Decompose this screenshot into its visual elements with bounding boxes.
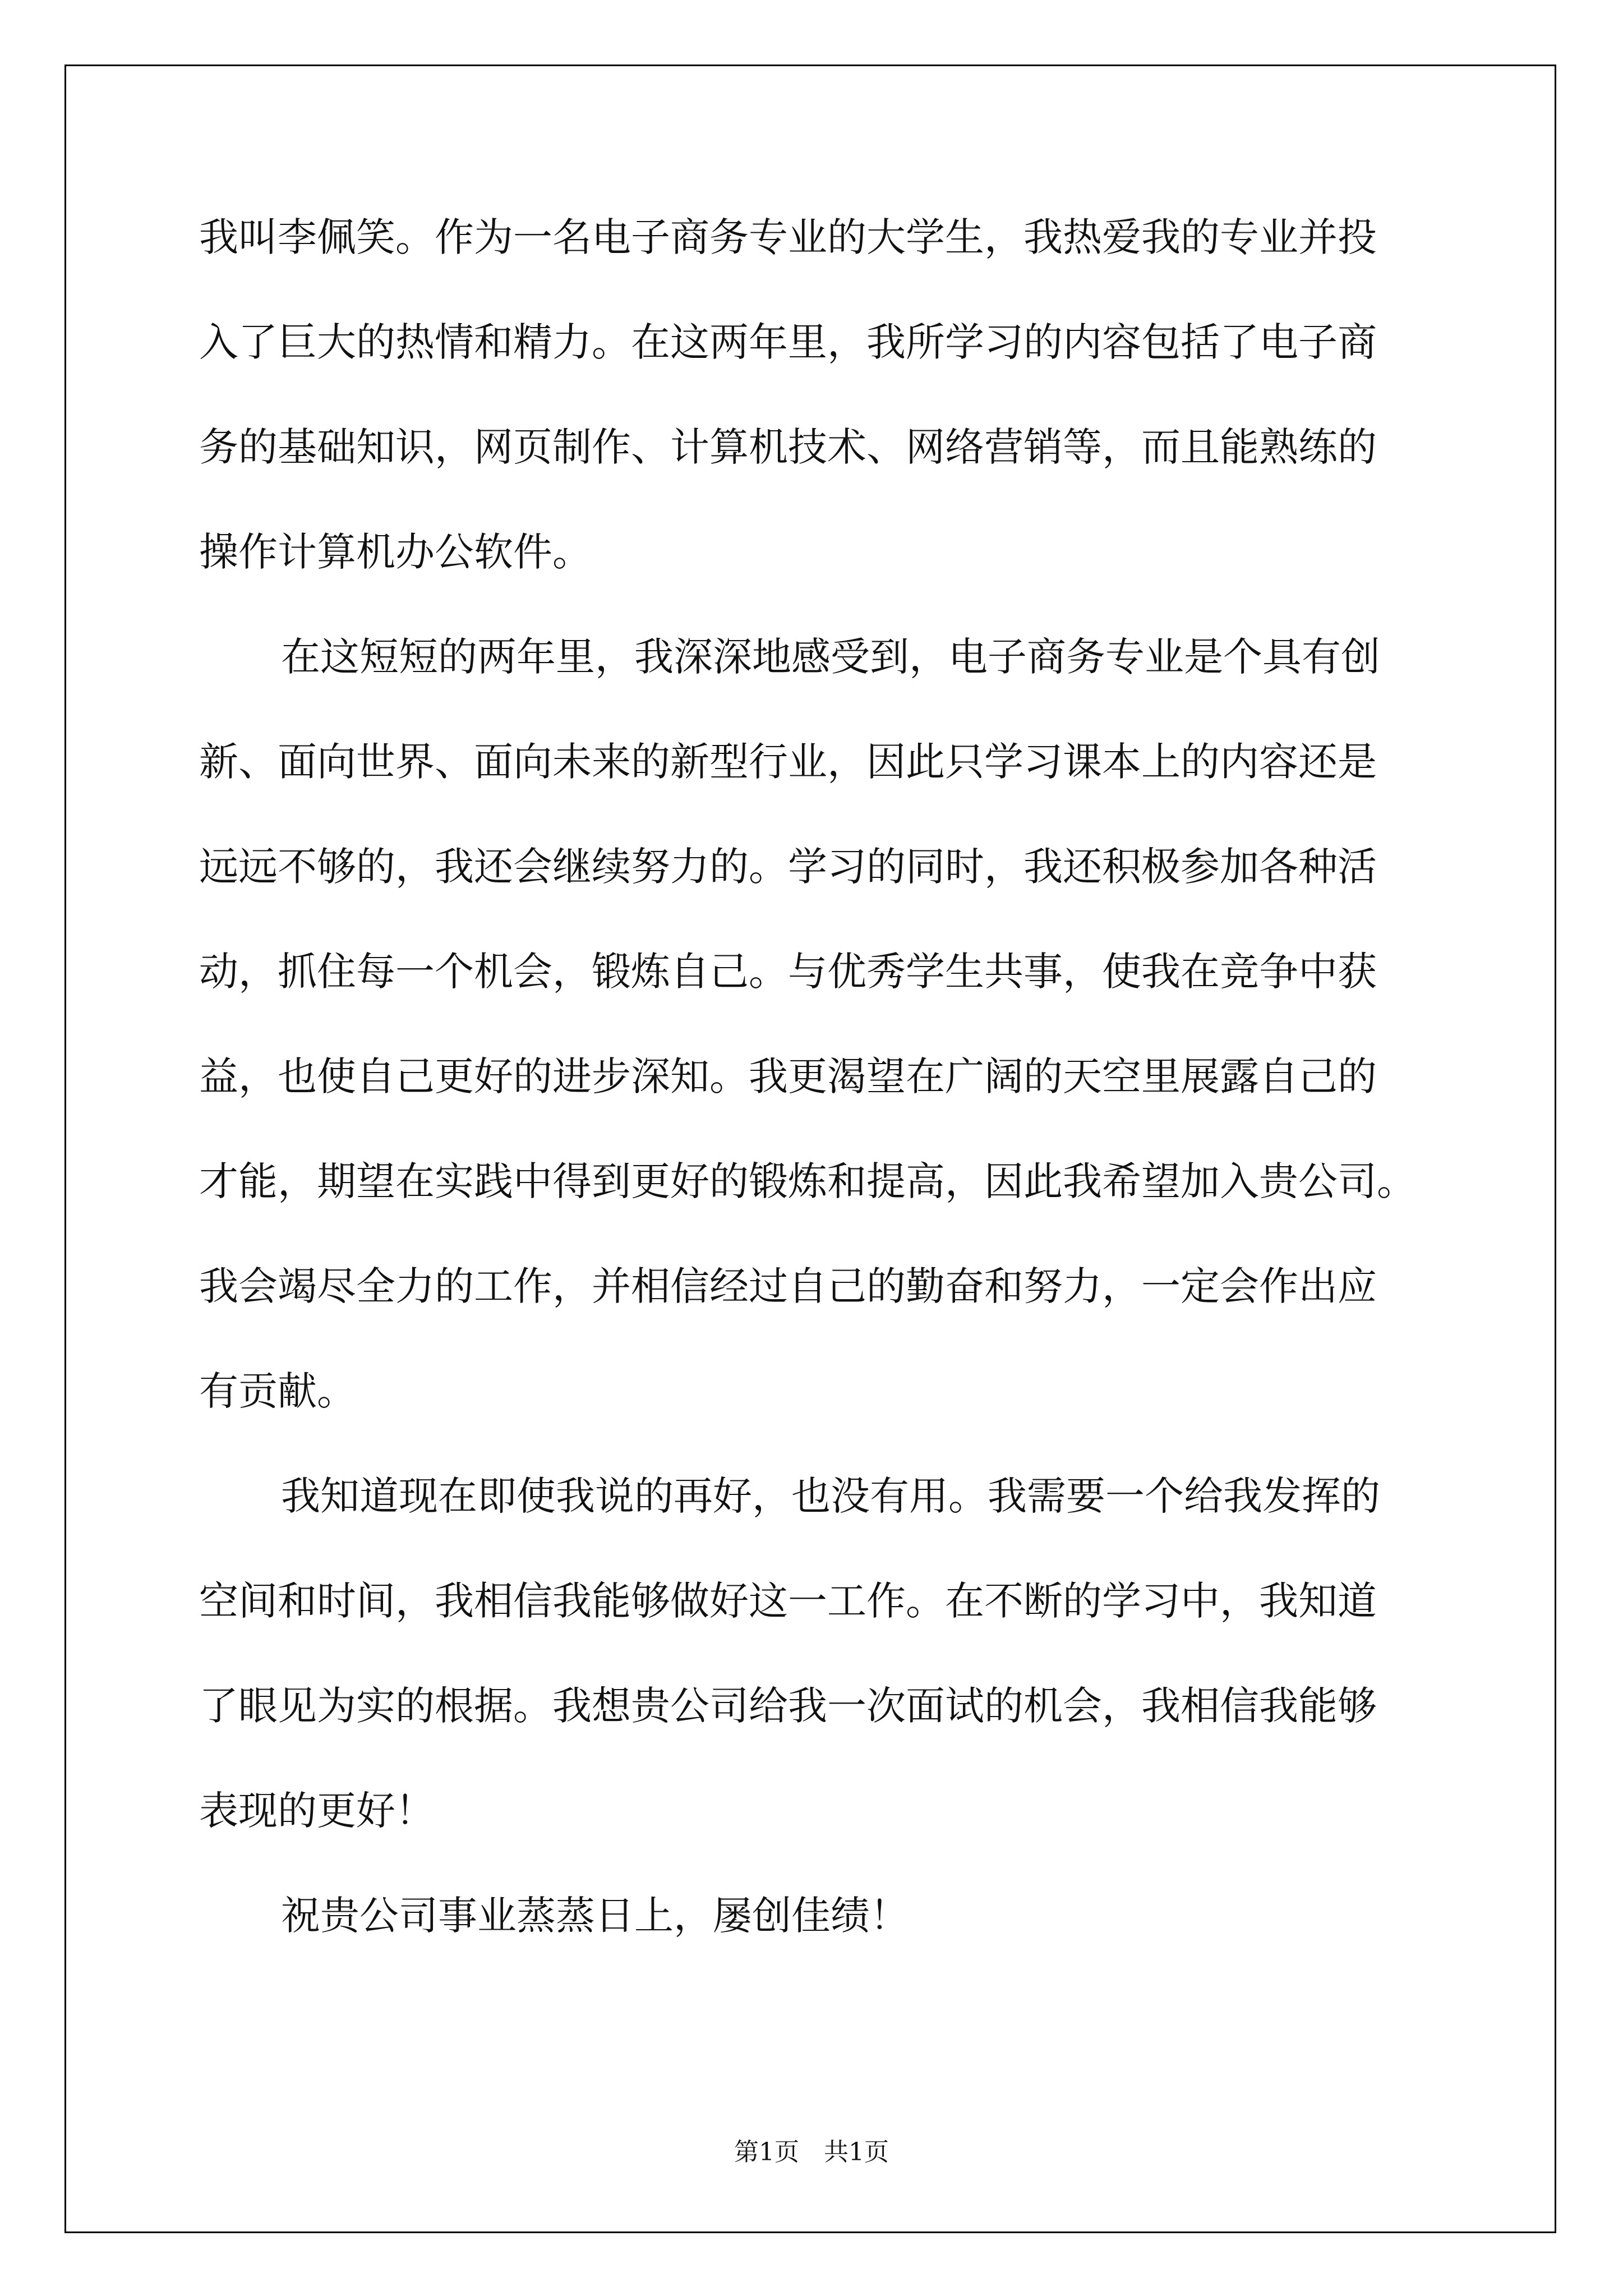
page-footer xyxy=(0,2132,1623,2168)
paragraph-3-line-2: 空间和时间，我相信我能够做好这一工作。在不断的学习中，我知道 xyxy=(199,1578,1377,1624)
page-number-label: 第1页 xyxy=(734,2138,799,2166)
paragraph-1-line-3: 务的基础知识，网页制作、计算机技术、网络营销等，而且能熟练的 xyxy=(199,424,1377,470)
paragraph-3-line-4: 表现的更好！ xyxy=(199,1788,435,1834)
paragraph-2-line-7: 我会竭尽全力的工作，并相信经过自己的勤奋和努力，一定会作出应 xyxy=(199,1263,1377,1309)
paragraph-3-line-1: 我知道现在即使我说的再好，也没有用。我需要一个给我发挥的 xyxy=(281,1473,1380,1519)
closing-wish-line: 祝贵公司事业蒸蒸日上，屡创佳绩！ xyxy=(281,1893,909,1939)
paragraph-2-line-6: 才能，期望在实践中得到更好的锻炼和提高，因此我希望加入贵公司。 xyxy=(199,1158,1416,1204)
paragraph-2-line-3: 远远不够的，我还会继续努力的。学习的同时，我还积极参加各种活 xyxy=(199,844,1377,890)
paragraph-2-line-5: 益，也使自己更好的进步深知。我更渴望在广阔的天空里展露自己的 xyxy=(199,1053,1377,1099)
total-pages-label: 共1页 xyxy=(824,2138,889,2166)
paragraph-2-line-2: 新、面向世界、面向未来的新型行业，因此只学习课本上的内容还是 xyxy=(199,739,1377,785)
paragraph-1-line-1: 我叫李佩笑。作为一名电子商务专业的大学生，我热爱我的专业并投 xyxy=(199,214,1377,260)
paragraph-1-line-2: 入了巨大的热情和精力。在这两年里，我所学习的内容包括了电子商 xyxy=(199,319,1377,365)
paragraph-2-line-4: 动，抓住每一个机会，锻炼自己。与优秀学生共事，使我在竞争中获 xyxy=(199,949,1377,995)
paragraph-3-line-3: 了眼见为实的根据。我想贵公司给我一次面试的机会，我相信我能够 xyxy=(199,1683,1377,1729)
paragraph-2-line-1: 在这短短的两年里，我深深地感受到，电子商务专业是个具有创 xyxy=(281,634,1380,680)
paragraph-2-line-8: 有贡献。 xyxy=(199,1368,356,1414)
letter-body xyxy=(199,213,1455,1996)
paragraph-1-line-4: 操作计算机办公软件。 xyxy=(199,529,592,575)
